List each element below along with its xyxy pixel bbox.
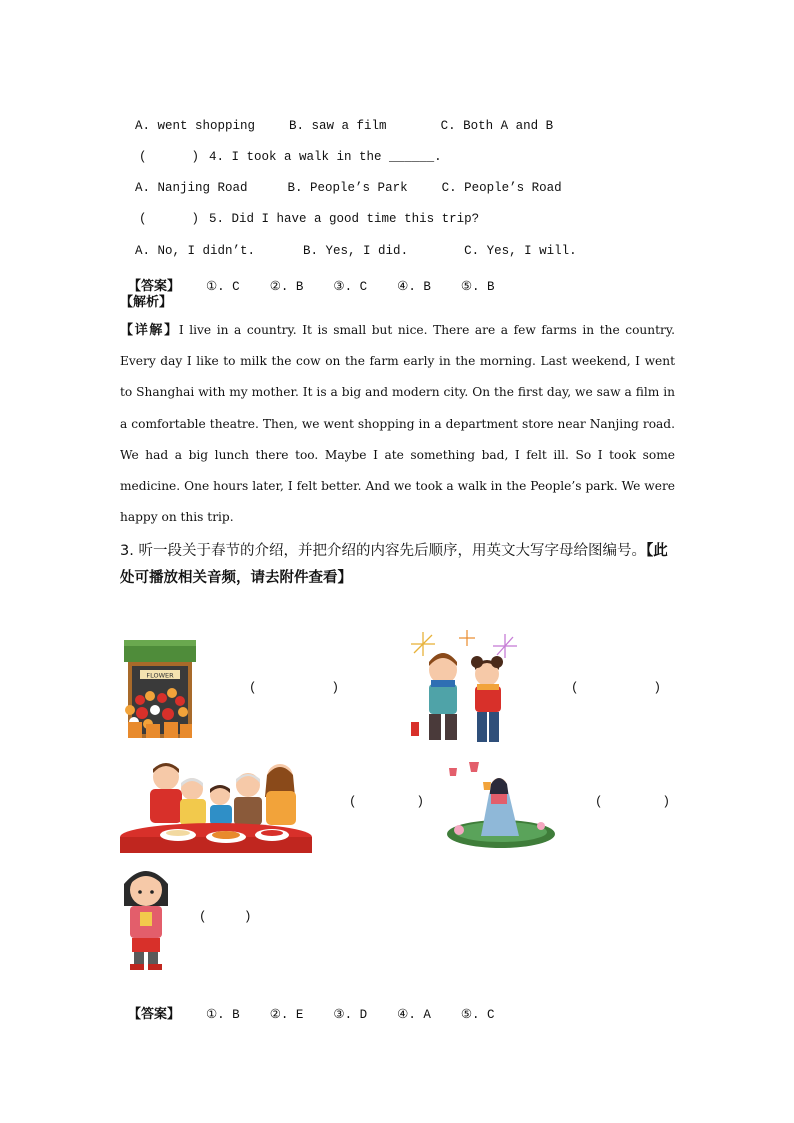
greeting-girl-picture bbox=[120, 862, 172, 974]
answer-label: 【答案】 bbox=[127, 1007, 180, 1022]
lantern-girl-picture bbox=[445, 758, 557, 850]
q5-option-c: C. Yes, I will. bbox=[464, 244, 577, 258]
answer-item: ②. E bbox=[269, 1008, 304, 1022]
flower-shop-picture bbox=[120, 638, 200, 740]
q3-options bbox=[120, 105, 553, 133]
analysis-label: 【解析】 bbox=[120, 295, 173, 310]
detail-text: I live in a country. It is small but nice. There are a few farms in the country. Every day I like to milk the cow on the farm early in the morning. Last weekend, I went to Shanghai with my mother. It is a big and modern city. On the first day, we saw a film in a comfortable theatre. Then, we went shopping in a department store near Nanjing road. We had a big lunch there too. Maybe I ate something bad, I felt ill. So I took some medicine. One hours later, I felt better. And we took a walk in the People’s park. We were happy on this trip. bbox=[120, 323, 675, 525]
q4-text: 4. I took a walk in the ______. bbox=[209, 150, 442, 164]
answer-label: 【答案】 bbox=[127, 279, 180, 294]
answer-item: ③. C bbox=[333, 280, 368, 294]
q5-options bbox=[120, 230, 577, 258]
fireworks-kids-picture bbox=[405, 630, 520, 748]
q4-options bbox=[120, 167, 562, 195]
q5-question bbox=[124, 198, 479, 226]
q4-option-b: B. People’s Park bbox=[287, 181, 408, 195]
picture-5-answer-bracket: ( ) bbox=[199, 910, 252, 924]
answer-item: ④. B bbox=[397, 280, 431, 294]
answer-item: ①. C bbox=[205, 280, 240, 294]
q5-text: 5. Did I have a good time this trip? bbox=[209, 212, 480, 226]
family-dinner-picture bbox=[120, 757, 312, 853]
answer-item: ①. B bbox=[205, 1008, 240, 1022]
answer-line-1 bbox=[120, 260, 495, 294]
detail-label: 【详解】 bbox=[120, 323, 179, 338]
shop-sign-text: FLOWER bbox=[146, 671, 174, 680]
picture-4-answer-bracket: ( ) bbox=[595, 795, 671, 809]
answer-item: ⑤. B bbox=[460, 280, 495, 294]
picture-2-answer-bracket: ( ) bbox=[571, 681, 662, 695]
answer-item: ②. B bbox=[269, 280, 304, 294]
q4-option-c: C. People’s Road bbox=[441, 181, 562, 195]
q5-option-b: B. Yes, I did. bbox=[303, 244, 409, 258]
detail-paragraph bbox=[120, 315, 675, 533]
picture-1-answer-bracket: ( ) bbox=[249, 681, 340, 695]
q4-answer-paren: ( ) bbox=[139, 150, 200, 164]
section3-audio-note: 【此处可播放相关音频，请去附件查看】 bbox=[120, 543, 668, 586]
q4-question bbox=[124, 136, 442, 164]
q5-option-a: A. No, I didn’t. bbox=[135, 244, 256, 258]
section3-instruction bbox=[120, 538, 680, 592]
q3-option-b: B. saw a film bbox=[289, 119, 387, 133]
answer-item: ⑤. C bbox=[460, 1008, 495, 1022]
answer-item: ④. A bbox=[397, 1008, 431, 1022]
answer-line-2 bbox=[120, 988, 495, 1022]
picture-3-answer-bracket: ( ) bbox=[349, 795, 425, 809]
q5-answer-paren: ( ) bbox=[139, 212, 200, 226]
q4-option-a: A. Nanjing Road bbox=[135, 181, 248, 195]
answer-item: ③. D bbox=[333, 1008, 368, 1022]
section3-text: 3. 听一段关于春节的介绍，并把介绍的内容先后顺序，用英文大写字母给图编号。 bbox=[120, 543, 646, 559]
q3-option-a: A. went shopping bbox=[135, 119, 256, 133]
q3-option-c: C. Both A and B bbox=[440, 119, 554, 133]
